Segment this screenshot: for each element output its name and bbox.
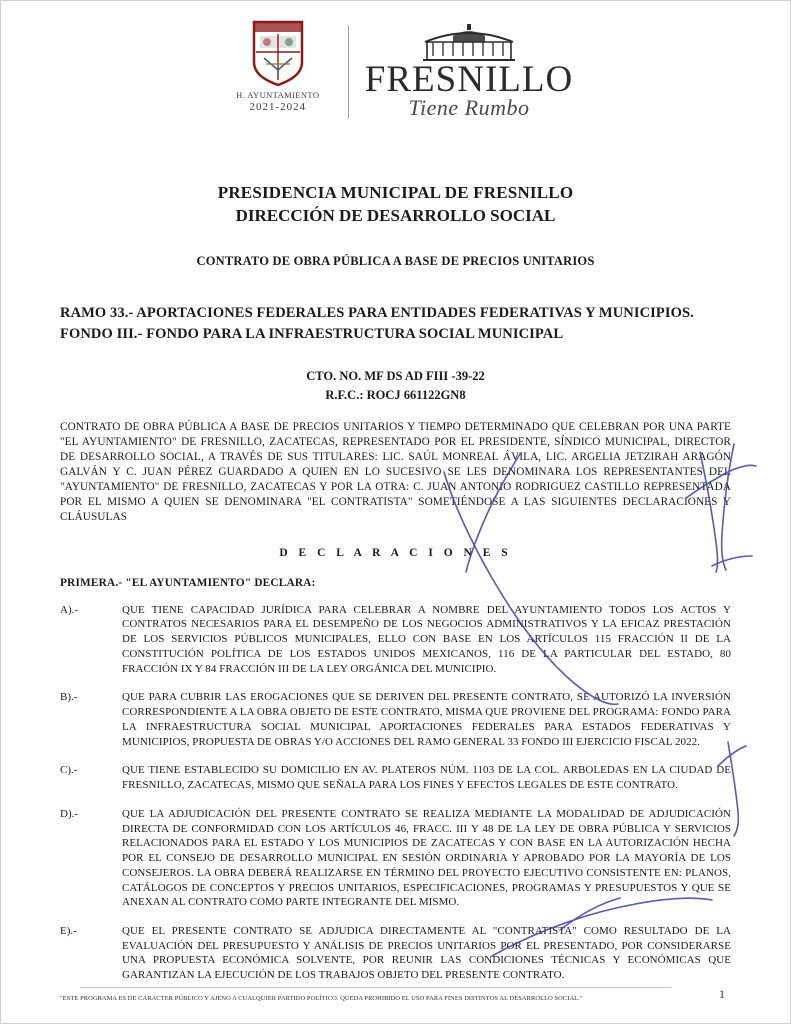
document-footer — [0, 987, 791, 1002]
brand-name: FRESNILLO — [364, 59, 574, 100]
ramo-line: RAMO 33.- APORTACIONES FEDERALES PARA ENTIDADES FEDERATIVAS Y MUNICIPIOS. — [60, 304, 694, 321]
clause-letter: E).- — [60, 924, 77, 937]
clause-text: QUE EL PRESENTE CONTRATO SE ADJUDICA DIRECTAMENTE AL "CONTRATISTA" COMO RESULTADO DE LA EVALUACIÓN DEL PRESUPUESTO Y ANÁLISIS DE PRECIOS UNITARIOS POR EL PRESENTADO, POR CONSIDERARSE UNA PROPUESTA ECONÓMICA SOLVENTE, POR REUNIR LAS CONDICIONES TÉCNICAS Y ECONÓMICAS QUE GARANTIZAN LA EJECUCIÓN DE LOS TRABAJOS OBJETO DEL PRESENTE CONTRATO. — [122, 924, 731, 982]
clause-text: QUE LA ADJUDICACIÓN DEL PRESENTE CONTRATO SE REALIZA MEDIANTE LA MODALIDAD DE ADJUDICACIÓN DIRECTA DE CONFORMIDAD CON LOS ARTÍCULOS 46, FRACC. III Y 48 DE LA LEY DE OBRA PÚBLICA Y SERVICIOS RELACIONADOS PARA EL ESTADO Y LOS MUNICIPIOS DE ZACATECAS Y CON BASE EN LA AUTORIZACIÓN HECHA POR EL CONSEJO DE DESARROLLO MUNICIPAL EN SESIÓN ORDINARIA Y APROBADO POR LA MAYORÍA DE LOS CONSEJEROS. LA OBRA DEBERÁ REALIZARSE EN TÉRMINO DEL PROYECTO EJECUTIVO CONSISTENTE EN: PLANOS, CATÁLOGOS DE CONCEPTOS Y PRECIOS UNITARIOS, ESPECIFICACIONES, PROGRAMAS Y PRESUPUESTOS Y QUE SE ANEXAN AL CONTRATO COMO PARTE INTEGRANTE DEL MISMO. — [122, 807, 731, 909]
clause-a — [60, 603, 731, 677]
fresnillo-monument-icon — [409, 22, 529, 64]
footer-note: "ESTE PROGRAMA ES DE CARÁCTER PÚBLICO Y AJENO A CUALQUIER PARTIDO POLÍTICO. QUEDA PROHIBIDO EL USO PARA FINES DISTINTOS AL DESARROLLO SOCIAL." — [60, 995, 583, 1002]
clause-letter: B).- — [60, 691, 78, 704]
brand-block — [365, 18, 573, 121]
fondo-line: FONDO III.- FONDO PARA LA INFRAESTRUCTURA SOCIAL MUNICIPAL — [60, 325, 564, 342]
crest-line1: H. AYUNTAMIENTO — [236, 90, 320, 100]
brand-tagline: Tiene Rumbo — [408, 95, 530, 121]
crest-caption — [236, 90, 319, 114]
rfc-number: R.F.C.: ROCJ 661122GN8 — [325, 387, 466, 402]
clause-b — [60, 690, 731, 749]
header-divider — [348, 26, 349, 118]
document-body — [0, 182, 791, 983]
contract-number: CTO. NO. MF DS AD FIII -39-22 — [306, 368, 485, 383]
intro-paragraph: CONTRATO DE OBRA PÚBLICA A BASE DE PRECIOS UNITARIOS Y TIEMPO DETERMINADO QUE CELEBRAN POR UNA PARTE "EL AYUNTAMIENTO" DE FRESNILLO, ZACATECAS, REPRESENTADO POR EL PRESIDENTE, SÍNDICO MUNICIPAL, DIRECTOR DE DESARROLLO SOCIAL, A TRAVÉS DE SUS TITULARES: LIC. SAÚL MONREAL ÁVILA, LIC. ARGELIA JETZIRAH ARAGÓN GALVÁN Y C. JUAN PÉREZ GUARDADO A QUIEN EN LO SUCESIVO SE LES DENOMINARA LOS REPRESENTANTES DEL "AYUNTAMIENTO" DE FRESNILLO, ZACATECAS Y POR LA OTRA: C. JUAN ANTONIO RODRIGUEZ CASTILLO REPRESENTADA POR EL MISMO A QUIEN SE DENOMINARA "EL CONTRATISTA" SOMETIÉNDOSE A LAS SIGUIENTES DECLARACIONES Y CLÁUSULAS — [60, 421, 731, 523]
crest-line2: 2021-2024 — [249, 100, 307, 113]
clause-text: QUE PARA CUBRIR LAS EROGACIONES QUE SE DERIVEN DEL PRESENTE CONTRATO, SE AUTORIZÓ LA INVERSIÓN CORRESPONDIENTE A LA OBRA OBJETO DE ESTE CONTRATO, MISMA QUE PROVIENE DEL PROGRAMA: FONDO PARA LA INFRAESTRUCTURA SOCIAL MUNICIPAL APORTACIONES FEDERALES PARA ESTADOS FEDERATIVAS Y MUNICIPIOS, PROPUESTA DE OBRAS Y/O ACCIONES DEL RAMO GENERAL 33 FONDO III EJERCICIO FISCAL 2022. — [122, 691, 731, 748]
page-title-line2: DIRECCIÓN DE DESARROLLO SOCIAL — [235, 205, 556, 225]
clause-letter: A).- — [60, 603, 79, 616]
clause-c — [60, 763, 731, 792]
document-header — [0, 0, 791, 140]
clause-letter: C).- — [60, 764, 78, 777]
page-number: 1 — [719, 987, 725, 1001]
crest-block — [218, 18, 338, 114]
primera-heading: PRIMERA.- "EL AYUNTAMIENTO" DECLARA: — [60, 576, 316, 589]
declarations-heading: D E C L A R A C I O N E S — [279, 546, 512, 559]
clause-e — [60, 924, 731, 983]
clause-text: QUE TIENE CAPACIDAD JURÍDICA PARA CELEBRAR A NOMBRE DEL AYUNTAMIENTO TODOS LOS ACTOS Y CONTRATOS NECESARIOS PARA EL DESEMPEÑO DE LOS NEGOCIOS ADMINISTRATIVOS Y LA EFICAZ PRESTACIÓN DE LOS SERVICIOS PÚBLICOS MUNICIPALES, ELLO CON BASE EN LOS ARTÍCULOS 115 FRACCIÓN II DE LA CONSTITUCIÓN POLÍTICA DE LOS ESTADOS UNIDOS MEXICANOS, 116 DE LA PARTICULAR DEL ESTADO, 80 FRACCIÓN IX Y 84 FRACCIÓN III DE LA LEY ORGÁNICA DEL MUNICIPIO. — [122, 603, 731, 675]
document-subtitle: CONTRATO DE OBRA PÚBLICA A BASE DE PRECIOS UNITARIOS — [196, 253, 595, 268]
municipal-coat-of-arms-icon — [250, 18, 306, 88]
clause-text: QUE TIENE ESTABLECIDO SU DOMICILIO EN AV. PLATEROS NÚM. 1103 DE LA COL. ARBOLEDAS EN LA CIUDAD DE FRESNILLO, ZACATECAS, MISMO QUE SEÑALA PARA LOS FINES Y EFECTOS LEGALES DE ESTE CONTRATO. — [122, 764, 731, 792]
clause-d — [60, 807, 731, 910]
page-title-line1: PRESIDENCIA MUNICIPAL DE FRESNILLO — [217, 183, 574, 202]
clause-letter: D).- — [60, 807, 79, 820]
